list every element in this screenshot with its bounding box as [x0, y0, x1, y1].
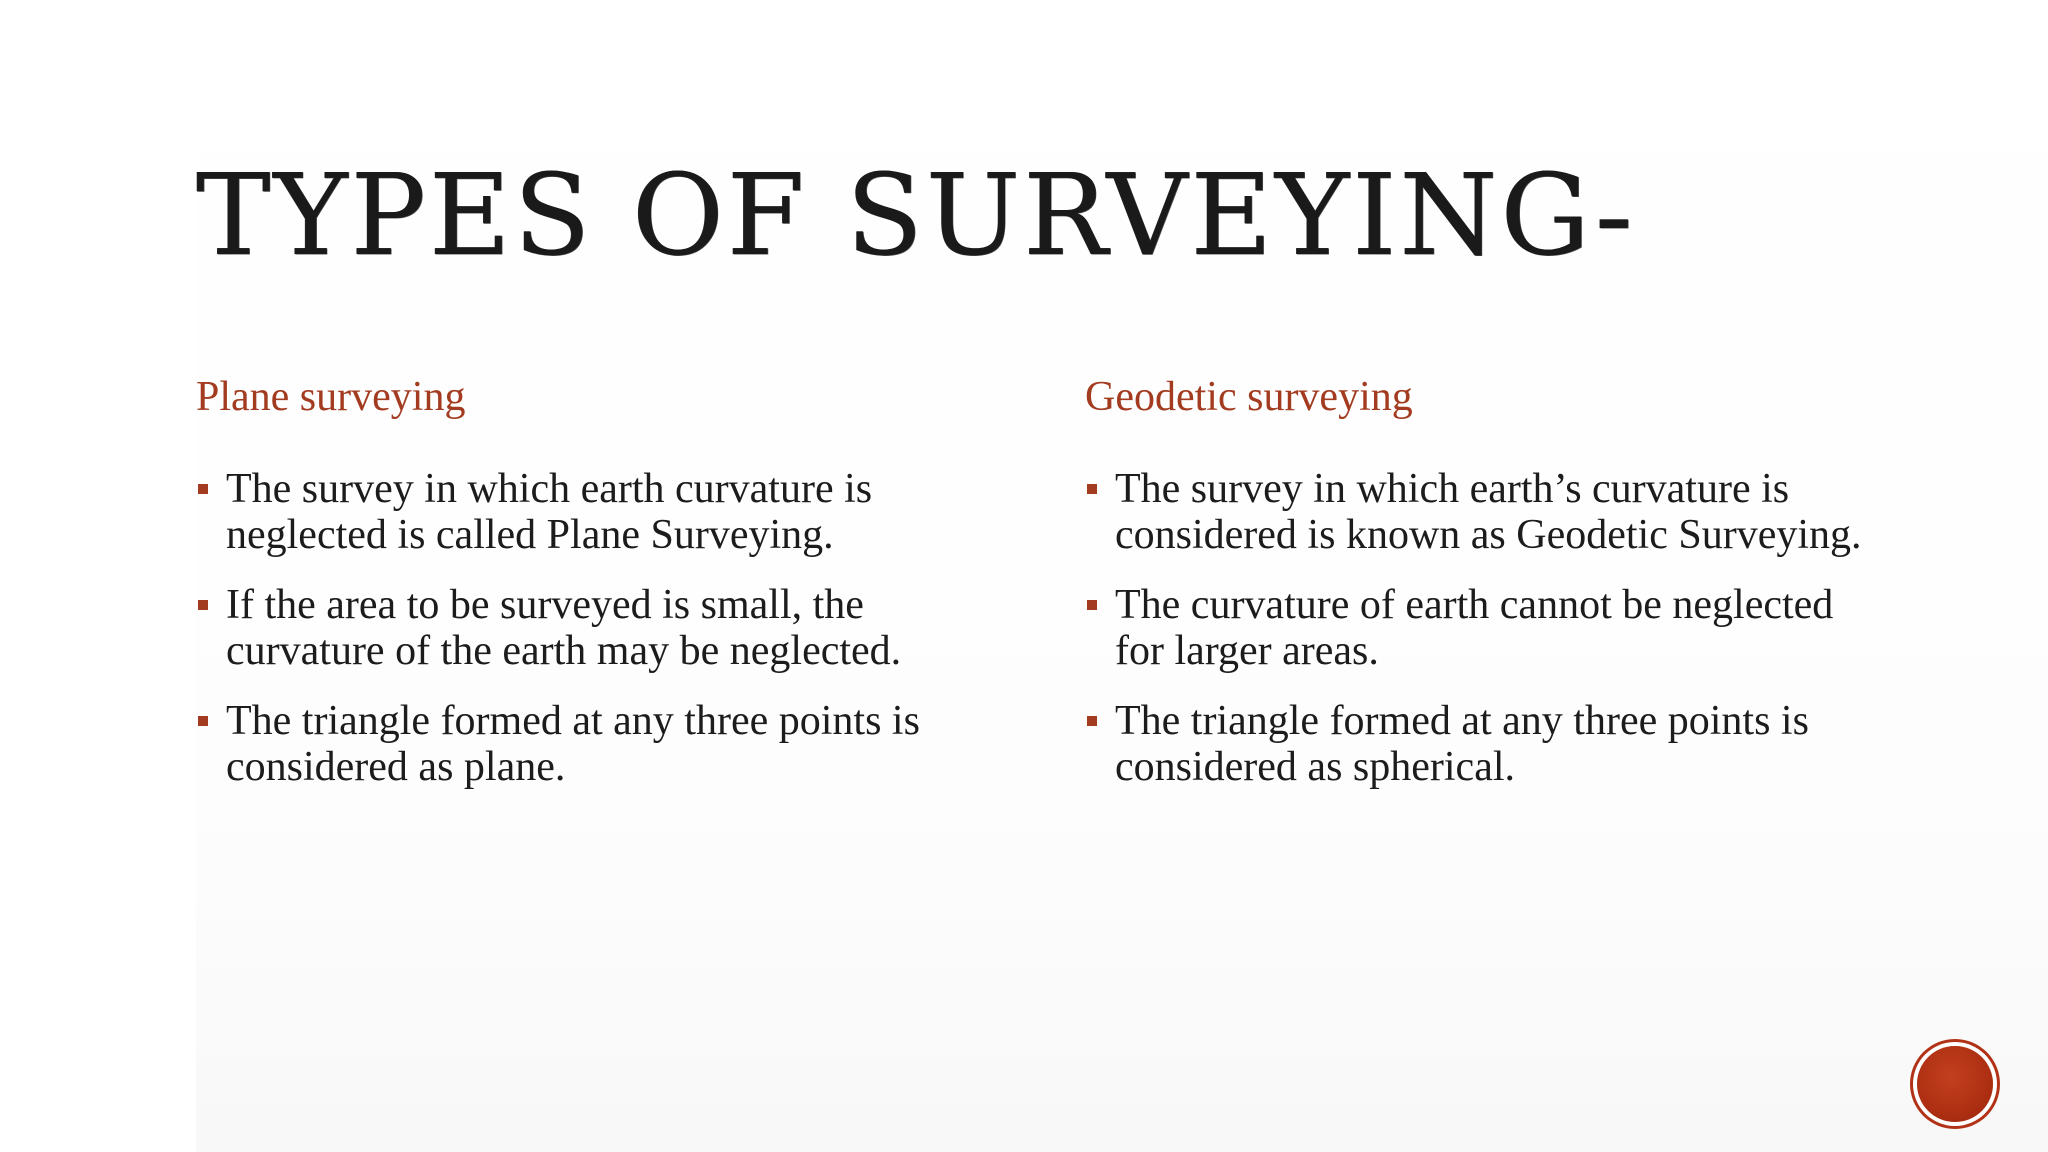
geodetic-surveying-column [1085, 370, 1885, 814]
bullet-item [1085, 698, 1885, 790]
bullet-text: The curvature of earth cannot be neglected for larger areas. [1115, 582, 1834, 674]
bullet-item [196, 582, 996, 674]
bullet-text: The survey in which earth’s curvature is considered is known as Geodetic Surveying. [1115, 466, 1862, 558]
square-bullet-icon [198, 600, 208, 610]
bullet-text: The triangle formed at any three points is considered as spherical. [1115, 698, 1809, 790]
bullet-text: The survey in which earth curvature is neglected is called Plane Surveying. [226, 466, 873, 558]
square-bullet-icon [1087, 716, 1097, 726]
circle-nav-icon[interactable] [1917, 1046, 1993, 1122]
bullet-item [1085, 582, 1885, 674]
bullet-item [1085, 466, 1885, 558]
geodetic-surveying-bullets [1085, 466, 1885, 790]
plane-surveying-column [196, 370, 996, 814]
bullet-item [196, 698, 996, 790]
bullet-item [196, 466, 996, 558]
square-bullet-icon [198, 484, 208, 494]
plane-surveying-heading: Plane surveying [196, 374, 466, 420]
square-bullet-icon [198, 716, 208, 726]
slide-title: TYPES OF SURVEYING- [196, 151, 1636, 281]
square-bullet-icon [1087, 600, 1097, 610]
plane-surveying-bullets [196, 466, 996, 790]
geodetic-surveying-heading: Geodetic surveying [1085, 374, 1413, 420]
bullet-text: If the area to be surveyed is small, the curvature of the earth may be neglected. [226, 582, 902, 674]
bullet-text: The triangle formed at any three points is considered as plane. [226, 698, 920, 790]
square-bullet-icon [1087, 484, 1097, 494]
